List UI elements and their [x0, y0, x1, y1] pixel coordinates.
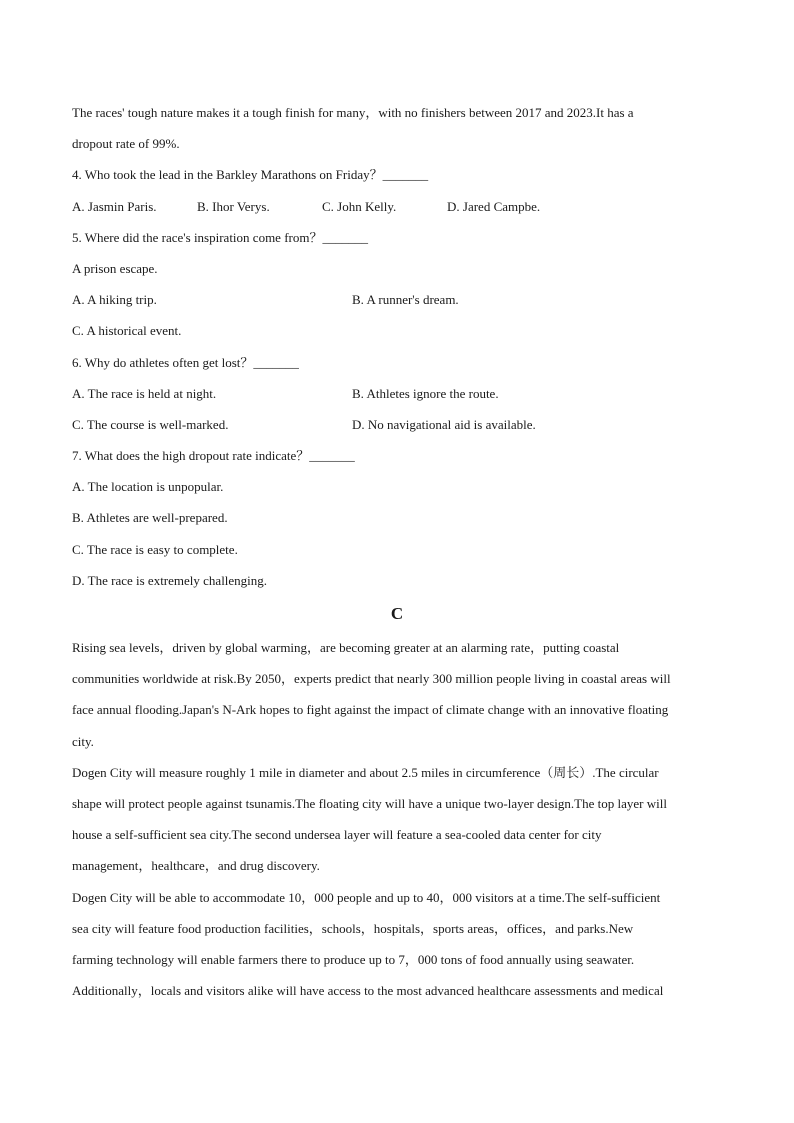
- paragraph-line: communities worldwide at risk.By 2050，experts predict that nearly 300 million people living in coastal areas will: [72, 671, 671, 687]
- option-b[interactable]: B. Athletes are well-prepared.: [72, 510, 228, 526]
- option-extra[interactable]: A prison escape.: [72, 260, 158, 276]
- paragraph: [72, 757, 722, 882]
- question-5-options-row: [72, 284, 722, 315]
- option-b[interactable]: B. Ihor Verys.: [197, 198, 270, 214]
- paragraph-line: management，healthcare，and drug discovery.: [72, 858, 320, 874]
- question-6-options-row-1: [72, 378, 722, 409]
- paragraph-line: face annual flooding.Japan's N-Ark hopes to fight against the impact of climate change with an innovative floating: [72, 702, 669, 718]
- paragraph: [72, 632, 722, 757]
- option-c[interactable]: C. The course is well-marked.: [72, 416, 229, 432]
- option-a[interactable]: A. A hiking trip.: [72, 292, 157, 308]
- option-a[interactable]: A. The race is held at night.: [72, 385, 217, 401]
- option-d[interactable]: D. The race is extremely challenging.: [72, 572, 268, 588]
- option-c[interactable]: C. The race is easy to complete.: [72, 541, 238, 557]
- section-title: C: [390, 604, 404, 623]
- option-b[interactable]: B. A runner's dream.: [352, 292, 459, 308]
- paragraph-line: shape will protect people against tsunamis.The floating city will have a unique two-layer design.The top layer will: [72, 795, 667, 811]
- option-c[interactable]: C. John Kelly.: [322, 198, 397, 214]
- question-6-options-row-2: [72, 409, 722, 440]
- passage-text-line: The races' tough nature makes it a tough finish for many，with no finishers between 2017 and 2023.It has a: [72, 105, 634, 120]
- question-6-stem: 6. Why do athletes often get lost？_______: [72, 354, 299, 370]
- option-d[interactable]: D. Jared Campbe.: [447, 198, 541, 214]
- paragraph: [72, 882, 722, 1007]
- passage-text-line: dropout rate of 99%.: [72, 136, 180, 152]
- question-5-stem: 5. Where did the race's inspiration come from？_______: [72, 229, 368, 245]
- paragraph-line: sea city will feature food production facilities，schools，hospitals，sports areas，offices，and parks.New: [72, 920, 634, 936]
- paragraph-line: city.: [72, 733, 94, 749]
- paragraph-line: house a self-sufficient sea city.The second undersea layer will feature a sea-cooled data center for city: [72, 827, 602, 843]
- document-page: [72, 97, 722, 1006]
- option-a[interactable]: A. Jasmin Paris.: [72, 198, 157, 214]
- question-7-stem: 7. What does the high dropout rate indicate？_______: [72, 448, 355, 464]
- paragraph-line: Dogen City will measure roughly 1 mile in diameter and about 2.5 miles in circumference（周长）.The circular: [72, 764, 659, 780]
- option-d[interactable]: D. No navigational aid is available.: [352, 416, 536, 432]
- paragraph-line: Dogen City will be able to accommodate 10，000 people and up to 40，000 visitors at a time.The self-sufficient: [72, 889, 661, 905]
- paragraph-line: farming technology will enable farmers there to produce up to 7，000 tons of food annually using seawater.: [72, 951, 635, 967]
- question-4-stem: 4. Who took the lead in the Barkley Marathons on Friday？_______: [72, 167, 429, 183]
- option-b[interactable]: B. Athletes ignore the route.: [352, 385, 499, 401]
- question-4-options: [72, 191, 722, 222]
- option-c[interactable]: C. A historical event.: [72, 323, 182, 339]
- paragraph-line: Additionally，locals and visitors alike will have access to the most advanced healthcare assessments and medical: [72, 983, 664, 999]
- paragraph-line: Rising sea levels，driven by global warming，are becoming greater at an alarming rate，putting coastal: [72, 640, 620, 655]
- option-a[interactable]: A. The location is unpopular.: [72, 479, 224, 495]
